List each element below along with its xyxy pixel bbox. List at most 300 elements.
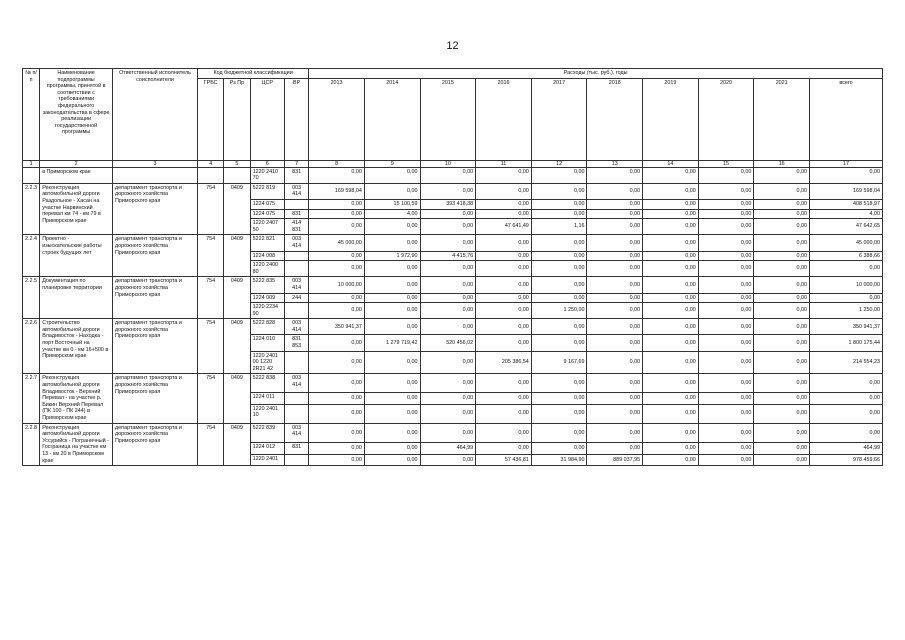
- row-responsible: департамент транспорта и дорожного хозяйства Приморского края: [113, 277, 198, 319]
- col-index: 17: [810, 160, 883, 167]
- value-cell: 0,00: [476, 374, 532, 393]
- page-number: 12: [446, 40, 459, 52]
- value-cell: 0,00: [309, 454, 365, 466]
- table-row: [23, 183, 883, 199]
- row-number: 2.2.3: [23, 183, 40, 235]
- header-total: всего: [810, 78, 883, 160]
- value-cell: 0,00: [420, 167, 476, 183]
- value-cell: 9 167,69: [531, 351, 587, 374]
- value-cell: 0,00: [420, 454, 476, 466]
- header-no: № п/п: [23, 69, 40, 161]
- value-cell: 0,00: [531, 167, 587, 183]
- value-cell: 520 456,02: [420, 335, 476, 351]
- value-cell: 0,00: [531, 319, 587, 335]
- value-cell: 0,00: [587, 261, 643, 277]
- col-index: 2: [40, 160, 113, 167]
- value-cell: 1 250,00: [810, 303, 883, 319]
- value-cell: 0,00: [531, 443, 587, 455]
- value-cell: 0,00: [754, 335, 810, 351]
- row-vr: [284, 303, 308, 319]
- value-cell: 0,00: [364, 393, 420, 404]
- value-cell: 0,00: [364, 219, 420, 235]
- continuation-row: [23, 167, 883, 183]
- value-cell: 0,00: [587, 374, 643, 393]
- value-cell: 0,00: [643, 423, 699, 442]
- value-cell: 0,00: [643, 251, 699, 261]
- value-cell: 0,00: [698, 277, 754, 293]
- value-cell: 0,00: [309, 335, 365, 351]
- value-cell: 0,00: [698, 219, 754, 235]
- row-vr: 831: [284, 443, 308, 455]
- col-index: 15: [698, 160, 754, 167]
- value-cell: 0,00: [587, 393, 643, 404]
- value-cell: 0,00: [810, 404, 883, 423]
- col-index: 5: [224, 160, 250, 167]
- value-cell: 0,00: [643, 443, 699, 455]
- value-cell: 0,00: [309, 209, 365, 219]
- value-cell: 0,00: [420, 209, 476, 219]
- value-cell: 0,00: [587, 235, 643, 251]
- value-cell: 0,00: [810, 293, 883, 303]
- value-cell: 0,00: [531, 277, 587, 293]
- value-cell: 0,00: [643, 261, 699, 277]
- row-vr: [284, 251, 308, 261]
- value-cell: 0,00: [476, 319, 532, 335]
- value-cell: 0,00: [531, 251, 587, 261]
- value-cell: 0,00: [643, 199, 699, 209]
- value-cell: 0,00: [364, 303, 420, 319]
- value-cell: 350 941,37: [810, 319, 883, 335]
- value-cell: 0,00: [587, 423, 643, 442]
- value-cell: 0,00: [420, 219, 476, 235]
- value-cell: 0,00: [698, 251, 754, 261]
- value-cell: 169 598,04: [810, 183, 883, 199]
- value-cell: 0,00: [309, 443, 365, 455]
- header-year: 2015: [420, 78, 476, 160]
- row-rzpr: 0409: [224, 319, 250, 374]
- row-vr: [284, 261, 308, 277]
- value-cell: 1 250,00: [531, 303, 587, 319]
- value-cell: 0,00: [643, 183, 699, 199]
- value-cell: 0,00: [309, 167, 365, 183]
- value-cell: 0,00: [364, 404, 420, 423]
- value-cell: 0,00: [754, 277, 810, 293]
- header-resp: Ответственный исполнитель соисполнители: [113, 69, 198, 161]
- row-rzpr: 0409: [224, 423, 250, 466]
- value-cell: 0,00: [476, 235, 532, 251]
- value-cell: 0,00: [643, 374, 699, 393]
- value-cell: 0,00: [531, 335, 587, 351]
- value-cell: 0,00: [364, 261, 420, 277]
- row-csr: 5222 828: [250, 319, 284, 335]
- row-vr: 831 853: [284, 335, 308, 351]
- value-cell: 0,00: [698, 319, 754, 335]
- value-cell: 0,00: [587, 335, 643, 351]
- value-cell: 0,00: [587, 293, 643, 303]
- header-row-1: [23, 69, 883, 79]
- value-cell: 0,00: [531, 374, 587, 393]
- value-cell: 0,00: [531, 235, 587, 251]
- value-cell: 0,00: [476, 404, 532, 423]
- cont-name: в Приморском крае: [40, 167, 113, 183]
- row-vr: [284, 404, 308, 423]
- value-cell: 0,00: [698, 167, 754, 183]
- value-cell: 0,00: [754, 443, 810, 455]
- value-cell: 0,00: [364, 423, 420, 442]
- value-cell: 0,00: [364, 443, 420, 455]
- value-cell: 0,00: [754, 454, 810, 466]
- value-cell: 0,00: [754, 393, 810, 404]
- table-row: [23, 374, 883, 393]
- row-vr: [284, 393, 308, 404]
- value-cell: 0,00: [643, 335, 699, 351]
- header-year: 2016: [476, 78, 532, 160]
- row-name: Реконструкция автомобильной дороги Раздольное - Хасан на участке Нарвинский перевал км 74 - км 79 в Приморском крае: [40, 183, 113, 235]
- row-number: 2.2.8: [23, 423, 40, 466]
- row-grbs: 754: [197, 183, 223, 235]
- value-cell: 0,00: [754, 183, 810, 199]
- value-cell: 0,00: [698, 404, 754, 423]
- header-year: 2018: [587, 78, 643, 160]
- value-cell: 0,00: [698, 454, 754, 466]
- value-cell: 0,00: [476, 167, 532, 183]
- row-name: Реконструкция автомобильной дороги Уссурийск - Пограничный - Госграница на участке км 13 - км 20 в Приморском крае: [40, 423, 113, 466]
- value-cell: 0,00: [476, 335, 532, 351]
- row-csr: 1224 008: [250, 251, 284, 261]
- row-vr: [284, 199, 308, 209]
- value-cell: 0,00: [587, 277, 643, 293]
- value-cell: 0,00: [754, 199, 810, 209]
- value-cell: 0,00: [476, 293, 532, 303]
- value-cell: 0,00: [476, 393, 532, 404]
- table-row: [23, 277, 883, 293]
- row-grbs: 754: [197, 423, 223, 466]
- value-cell: 0,00: [754, 293, 810, 303]
- value-cell: 0,00: [754, 351, 810, 374]
- budget-table: [22, 68, 883, 466]
- table-row: [23, 319, 883, 335]
- value-cell: 0,00: [420, 423, 476, 442]
- value-cell: 0,00: [420, 293, 476, 303]
- value-cell: 0,00: [420, 393, 476, 404]
- value-cell: 0,00: [364, 167, 420, 183]
- row-name: Документация по планировке территории: [40, 277, 113, 319]
- value-cell: 0,00: [643, 303, 699, 319]
- row-csr: 5222 821: [250, 235, 284, 251]
- row-vr: [284, 454, 308, 466]
- col-index: 6: [250, 160, 284, 167]
- row-csr: 1224 075: [250, 199, 284, 209]
- header-csr: ЦСР: [250, 78, 284, 160]
- value-cell: 0,00: [587, 167, 643, 183]
- row-csr: 1224 012: [250, 443, 284, 455]
- value-cell: 0,00: [531, 199, 587, 209]
- row-vr: 003 414: [284, 183, 308, 199]
- value-cell: 0,00: [754, 423, 810, 442]
- value-cell: 0,00: [531, 293, 587, 303]
- value-cell: 0,00: [476, 183, 532, 199]
- row-responsible: департамент транспорта и дорожного хозяйства Приморского края: [113, 183, 198, 235]
- value-cell: 0,00: [643, 235, 699, 251]
- header-vr: ВР: [284, 78, 308, 160]
- value-cell: 0,00: [420, 303, 476, 319]
- value-cell: 45 000,00: [309, 235, 365, 251]
- header-expenses: Расходы (тыс. руб.), годы: [309, 69, 883, 79]
- value-cell: 1,16: [531, 219, 587, 235]
- value-cell: 0,00: [420, 277, 476, 293]
- row-vr: 003 414: [284, 374, 308, 393]
- value-cell: 0,00: [531, 261, 587, 277]
- value-cell: 464,99: [420, 443, 476, 455]
- col-index: 13: [587, 160, 643, 167]
- value-cell: 0,00: [754, 219, 810, 235]
- value-cell: 0,00: [754, 167, 810, 183]
- value-cell: 4,00: [364, 209, 420, 219]
- value-cell: 0,00: [476, 251, 532, 261]
- value-cell: 408 518,97: [810, 199, 883, 209]
- row-vr: 414 831: [284, 219, 308, 235]
- row-number: 2.2.6: [23, 319, 40, 374]
- value-cell: 0,00: [364, 277, 420, 293]
- row-csr: 5222 839: [250, 423, 284, 442]
- value-cell: 0,00: [643, 277, 699, 293]
- value-cell: 6 388,66: [810, 251, 883, 261]
- value-cell: 0,00: [754, 374, 810, 393]
- value-cell: 0,00: [420, 404, 476, 423]
- value-cell: 45 000,00: [810, 235, 883, 251]
- value-cell: 31 984,90: [531, 454, 587, 466]
- row-grbs: 754: [197, 374, 223, 423]
- col-index: 7: [284, 160, 308, 167]
- row-vr: 831: [284, 209, 308, 219]
- value-cell: 1 279 719,42: [364, 335, 420, 351]
- value-cell: 0,00: [364, 293, 420, 303]
- value-cell: 889 037,95: [587, 454, 643, 466]
- value-cell: 4,00: [810, 209, 883, 219]
- value-cell: 169 598,04: [309, 183, 365, 199]
- value-cell: 1 800 175,44: [810, 335, 883, 351]
- value-cell: 0,00: [698, 335, 754, 351]
- value-cell: 0,00: [698, 199, 754, 209]
- value-cell: 0,00: [420, 319, 476, 335]
- row-rzpr: 0409: [224, 277, 250, 319]
- value-cell: 0,00: [364, 351, 420, 374]
- row-number: 2.2.7: [23, 374, 40, 423]
- value-cell: 0,00: [643, 293, 699, 303]
- value-cell: 0,00: [587, 219, 643, 235]
- value-cell: 0,00: [754, 404, 810, 423]
- value-cell: 0,00: [698, 183, 754, 199]
- value-cell: 0,00: [754, 209, 810, 219]
- value-cell: 0,00: [698, 235, 754, 251]
- value-cell: 0,00: [364, 183, 420, 199]
- value-cell: 0,00: [587, 183, 643, 199]
- value-cell: 0,00: [810, 393, 883, 404]
- row-csr: 5222 838: [250, 374, 284, 393]
- column-index-row: [23, 160, 883, 167]
- value-cell: 393 418,38: [420, 199, 476, 209]
- header-name: Наименование подпрограммы программы, принятой в соответствии с требованиями федерального законодательства в сфере реализации государственной программы: [40, 69, 113, 161]
- value-cell: 0,00: [643, 351, 699, 374]
- value-cell: 0,00: [587, 319, 643, 335]
- row-csr: 1220 2234 90: [250, 303, 284, 319]
- row-rzpr: 0409: [224, 374, 250, 423]
- row-csr: 1220 2407 50: [250, 219, 284, 235]
- value-cell: 0,00: [754, 251, 810, 261]
- header-year: 2017: [531, 78, 587, 160]
- value-cell: 0,00: [309, 393, 365, 404]
- value-cell: 0,00: [754, 319, 810, 335]
- row-csr: 1224 009: [250, 293, 284, 303]
- row-responsible: департамент транспорта и дорожного хозяйства Приморского края: [113, 235, 198, 277]
- table-row: [23, 423, 883, 442]
- value-cell: 0,00: [309, 374, 365, 393]
- col-index: 10: [420, 160, 476, 167]
- col-index: 9: [364, 160, 420, 167]
- value-cell: 0,00: [810, 374, 883, 393]
- value-cell: 0,00: [754, 261, 810, 277]
- value-cell: 0,00: [309, 423, 365, 442]
- col-index: 3: [113, 160, 198, 167]
- row-number: 2.2.4: [23, 235, 40, 277]
- value-cell: 0,00: [476, 303, 532, 319]
- value-cell: 0,00: [587, 199, 643, 209]
- row-csr: 1220 2401 00 1220 2R21 42: [250, 351, 284, 374]
- value-cell: 350 941,37: [309, 319, 365, 335]
- header-budget-code: Код бюджетной классификации: [197, 69, 308, 79]
- value-cell: 0,00: [531, 404, 587, 423]
- value-cell: 0,00: [364, 374, 420, 393]
- cont-csr: 1220 2410 70: [250, 167, 284, 183]
- header-year: 2020: [698, 78, 754, 160]
- value-cell: 0,00: [309, 219, 365, 235]
- value-cell: 0,00: [309, 303, 365, 319]
- header-year: 2014: [364, 78, 420, 160]
- value-cell: 0,00: [810, 423, 883, 442]
- value-cell: 0,00: [698, 261, 754, 277]
- value-cell: 15 100,59: [364, 199, 420, 209]
- value-cell: 0,00: [476, 261, 532, 277]
- row-responsible: департамент транспорта и дорожного хозяйства Приморского края: [113, 423, 198, 466]
- value-cell: 0,00: [420, 374, 476, 393]
- row-csr: 1220 2400 80: [250, 261, 284, 277]
- row-name: Реконструкция автомобильной дороги Владивосток - Верхний Перевал - на участке р. Бикин Верхний Перевал (ПК 100 - ПК 244) в Приморском крае: [40, 374, 113, 423]
- value-cell: 0,00: [643, 404, 699, 423]
- value-cell: 0,00: [587, 351, 643, 374]
- col-index: 1: [23, 160, 40, 167]
- value-cell: 0,00: [364, 235, 420, 251]
- row-rzpr: 0409: [224, 183, 250, 235]
- value-cell: 0,00: [643, 167, 699, 183]
- col-index: 4: [197, 160, 223, 167]
- value-cell: 464,99: [810, 443, 883, 455]
- value-cell: 0,00: [420, 351, 476, 374]
- value-cell: 0,00: [476, 443, 532, 455]
- value-cell: 205 386,54: [476, 351, 532, 374]
- value-cell: 0,00: [587, 209, 643, 219]
- row-grbs: 754: [197, 277, 223, 319]
- value-cell: 1 972,90: [364, 251, 420, 261]
- header-rzpr: Рз Пр: [224, 78, 250, 160]
- value-cell: 0,00: [309, 251, 365, 261]
- value-cell: 0,00: [698, 351, 754, 374]
- row-responsible: департамент транспорта и дорожного хозяйства Приморского края: [113, 374, 198, 423]
- value-cell: 57 436,81: [476, 454, 532, 466]
- row-vr: 244: [284, 293, 308, 303]
- row-number: 2.2.5: [23, 277, 40, 319]
- value-cell: 0,00: [531, 393, 587, 404]
- value-cell: 0,00: [476, 199, 532, 209]
- value-cell: 0,00: [698, 293, 754, 303]
- value-cell: 0,00: [420, 261, 476, 277]
- row-responsible: департамент транспорта и дорожного хозяйства Приморского края: [113, 319, 198, 374]
- value-cell: 0,00: [531, 423, 587, 442]
- row-vr: 003 414: [284, 277, 308, 293]
- value-cell: 0,00: [476, 423, 532, 442]
- value-cell: 214 554,23: [810, 351, 883, 374]
- value-cell: 0,00: [476, 209, 532, 219]
- row-grbs: 754: [197, 235, 223, 277]
- value-cell: 0,00: [309, 293, 365, 303]
- value-cell: 10 000,00: [810, 277, 883, 293]
- table-row: [23, 235, 883, 251]
- col-index: 14: [643, 160, 699, 167]
- row-vr: [284, 351, 308, 374]
- value-cell: 0,00: [587, 404, 643, 423]
- value-cell: 0,00: [754, 235, 810, 251]
- value-cell: 0,00: [364, 319, 420, 335]
- row-csr: 1224 075: [250, 209, 284, 219]
- value-cell: 0,00: [698, 303, 754, 319]
- value-cell: 0,00: [587, 443, 643, 455]
- col-index: 8: [309, 160, 365, 167]
- header-grbs: ГРБС: [197, 78, 223, 160]
- value-cell: 0,00: [698, 443, 754, 455]
- value-cell: 0,00: [420, 235, 476, 251]
- value-cell: 0,00: [698, 374, 754, 393]
- value-cell: 0,00: [754, 303, 810, 319]
- value-cell: 0,00: [531, 209, 587, 219]
- col-index: 16: [754, 160, 810, 167]
- value-cell: 0,00: [587, 303, 643, 319]
- row-grbs: 754: [197, 319, 223, 374]
- row-csr: 1224 011: [250, 393, 284, 404]
- value-cell: 0,00: [643, 454, 699, 466]
- value-cell: 4 415,76: [420, 251, 476, 261]
- value-cell: 978 459,66: [810, 454, 883, 466]
- header-year: 2021: [754, 78, 810, 160]
- value-cell: 0,00: [643, 319, 699, 335]
- row-csr: 1220 2401: [250, 454, 284, 466]
- value-cell: 0,00: [476, 277, 532, 293]
- value-cell: 0,00: [531, 183, 587, 199]
- row-vr: 003 414: [284, 319, 308, 335]
- value-cell: 47 641,49: [476, 219, 532, 235]
- value-cell: 0,00: [309, 261, 365, 277]
- row-name: Строительство автомобильной дороги Владивосток - Находка - порт Восточный на участке км 0 - км 16+500 в Приморском крае: [40, 319, 113, 374]
- value-cell: 0,00: [309, 404, 365, 423]
- value-cell: 0,00: [698, 423, 754, 442]
- row-vr: 003 414: [284, 423, 308, 442]
- value-cell: 10 000,00: [309, 277, 365, 293]
- header-year: 2013: [309, 78, 365, 160]
- row-csr: 1220 2401 10: [250, 404, 284, 423]
- row-csr: 5222 835: [250, 277, 284, 293]
- col-index: 11: [476, 160, 532, 167]
- header-year: 2019: [643, 78, 699, 160]
- value-cell: 0,00: [698, 209, 754, 219]
- value-cell: 0,00: [309, 351, 365, 374]
